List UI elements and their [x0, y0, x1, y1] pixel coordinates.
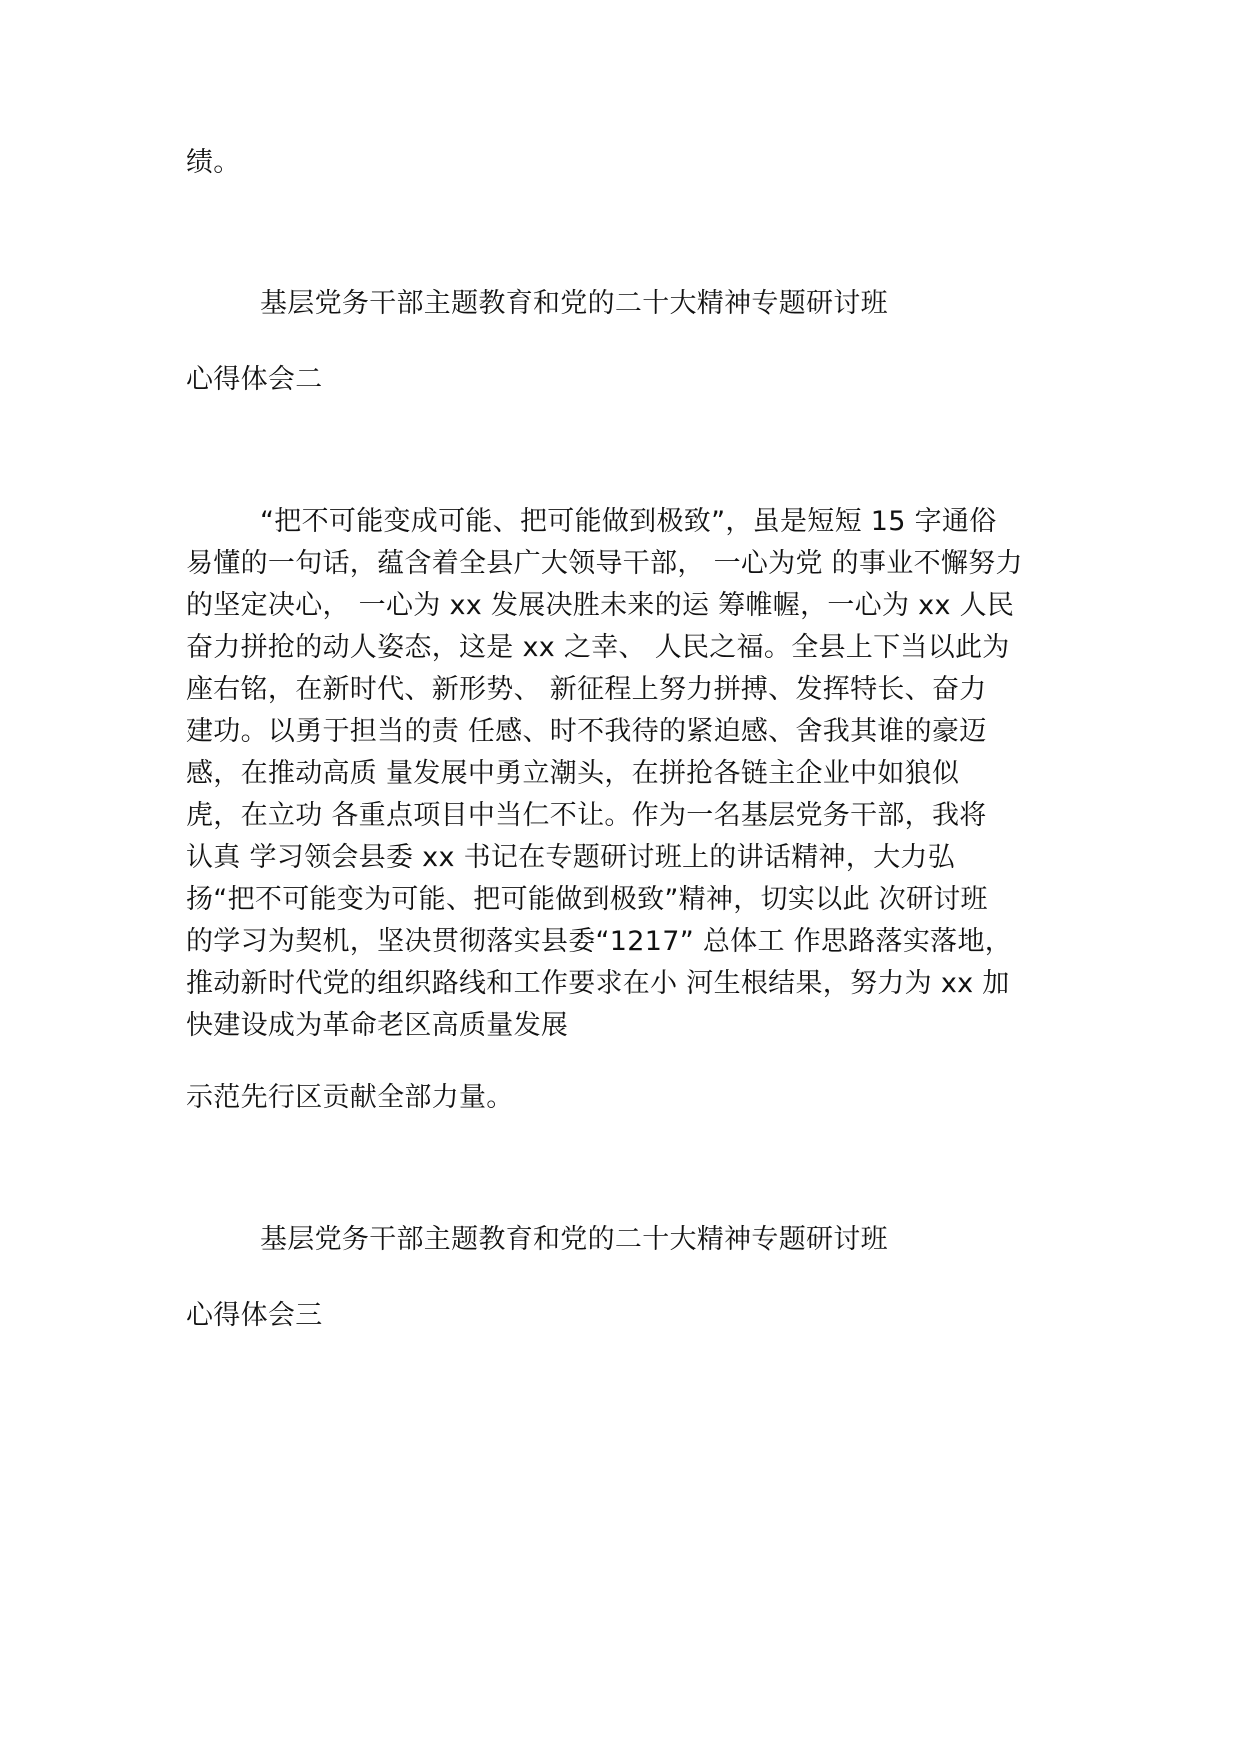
body-line: 易懂的一句话，蕴含着全县广大领导干部， 一心为党 的事业不懈努力 — [186, 548, 1023, 579]
body-line: 快建设成为革命老区高质量发展 — [186, 1010, 569, 1041]
body-line: 扬“把不可能变为可能、把可能做到极致”精神，切实以此 次研讨班 — [186, 884, 988, 915]
section2-closing-line: 示范先行区贡献全部力量。 — [186, 1082, 514, 1113]
section2-title-line1: 基层党务干部主题教育和党的二十大精神专题研讨班 — [260, 288, 888, 319]
top-fragment-text: 绩。 — [186, 147, 241, 178]
body-line: 感，在推动高质 量发展中勇立潮头，在拼抢各链主企业中如狼似 — [186, 758, 960, 789]
section3-title-line2: 心得体会三 — [186, 1300, 323, 1331]
body-line: 的坚定决心， 一心为 xx 发展决胜未来的运 筹帷幄，一心为 xx 人民 — [186, 590, 1015, 621]
body-line: 建功。以勇于担当的责 任感、时不我待的紧迫感、舍我其谁的豪迈 — [186, 716, 987, 747]
body-line: 认真 学习领会县委 xx 书记在专题研讨班上的讲话精神，大力弘 — [186, 842, 956, 873]
section3-title-line1: 基层党务干部主题教育和党的二十大精神专题研讨班 — [260, 1224, 888, 1255]
body-line: 虎，在立功 各重点项目中当仁不让。作为一名基层党务干部，我将 — [186, 800, 987, 831]
body-line: 奋力拼抢的动人姿态，这是 xx 之幸、 人民之福。全县上下当以此为 — [186, 632, 1010, 663]
body-line: “把不可能变成可能、把可能做到极致”，虽是短短 15 字通俗 — [260, 506, 997, 537]
body-line: 座右铭，在新时代、新形势、 新征程上努力拼搏、发挥特长、奋力 — [186, 674, 987, 705]
body-line: 的学习为契机，坚决贯彻落实县委“1217” 总体工 作思路落实落地， — [186, 926, 1013, 957]
body-line: 推动新时代党的组织路线和工作要求在小 河生根结果，努力为 xx 加 — [186, 968, 1010, 999]
section2-title-line2: 心得体会二 — [186, 364, 323, 395]
